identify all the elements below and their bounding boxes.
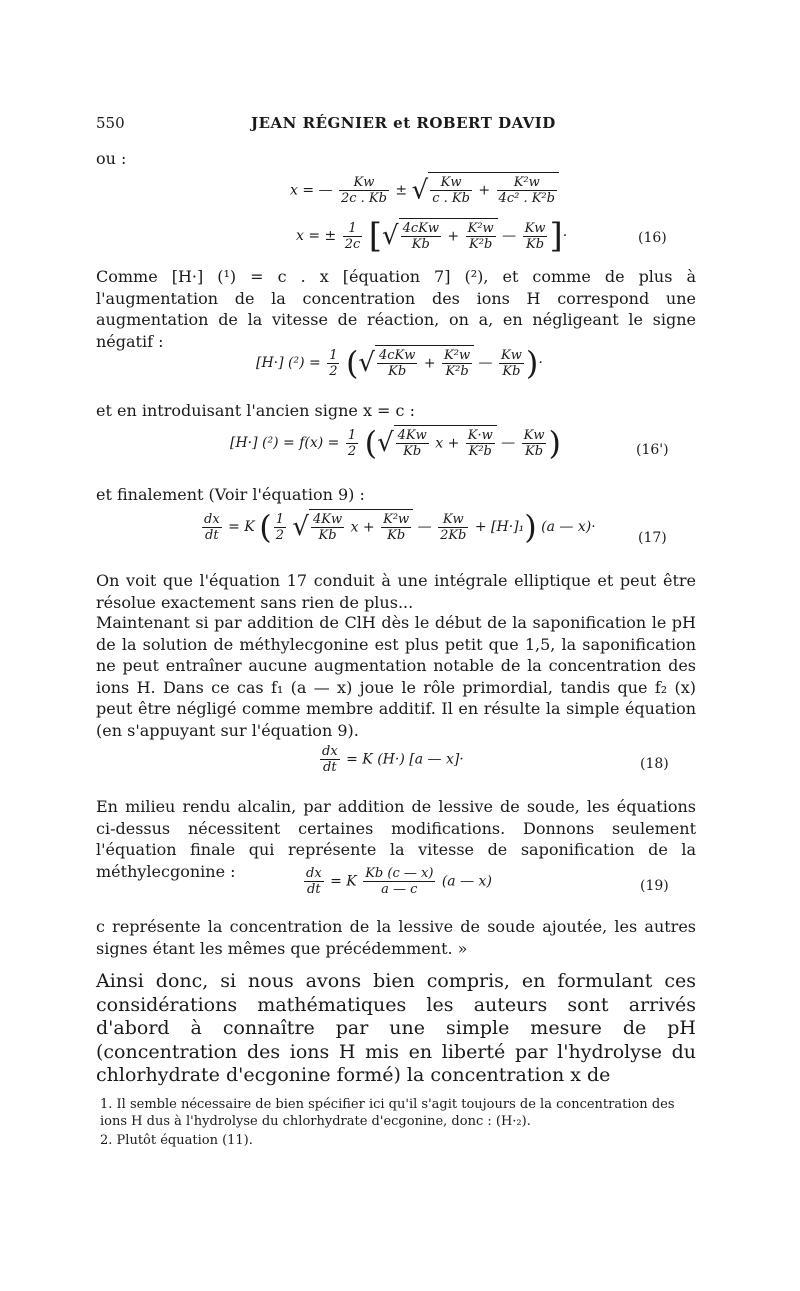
footnote-2: 2. Plutôt équation (11). [100, 1133, 253, 1148]
eq-a-frac-3: $\frac{\text{K²w}}{\text{4c² . K²b}}$ [498, 175, 555, 206]
paragraph-maintenant: Maintenant si par addition de ClH dès le début de la saponification le pH de la solution de méthylecgonine est plus petit que 1,5, la saponification ne peut entraîner aucune augmentation notable de la concentration des ions H. Dans ce cas f₁ (a — x) joue le rôle primordial, tandis que f₂ (x) peut être négligé comme membre additif. Il en résulte la simple équation (en s'appuyant sur l'équation 9). [96, 613, 696, 740]
equation-number-16: (16) [638, 230, 667, 246]
equation-number-16-prime: (16') [636, 442, 669, 458]
equation-16-prime: [H·] (²) = f(x) = $\frac{1}{2}$ (√ $\frac{4Kw}{Kb}$ x + $\frac{K\cdot w}{\text{K²b}}$ — $\frac{Kw}{Kb}$ ) [230, 424, 561, 462]
paragraph-on-voit: On voit que l'équation 17 conduit à une intégrale elliptique et peut être résolue exactement sans rien de plus... [96, 571, 696, 612]
ou-label: ou : [96, 149, 127, 168]
equation-h-ion: [H·] (²) = $\frac{1}{2}$ (√ $\frac{\text{4cKw}}{Kb}$ + $\frac{\text{K²w}}{\text{K²b}}$ — $\frac{Kw}{Kb}$ )· [256, 344, 543, 382]
paragraph-milieu-alcalin: En milieu rendu alcalin, par addition de lessive de soude, les équations ci-dessus nécessitent certaines modifications. Donnons seulement l'équation finale qui représente la vitesse de saponification de la méthylecgonine : [96, 797, 696, 881]
footnote-1: 1. Il semble nécessaire de bien spécifier ici qu'il s'agit toujours de la concentration des ions H dus à l'hydrolyse du chlorhydrate d'ecgonine, donc : (H·₂). [100, 1097, 675, 1130]
eqh-lhs: [H·] (²) = [256, 355, 321, 371]
paragraph-ancien-signe: et en introduisant l'ancien signe x = c : [96, 401, 415, 420]
eq-a-lhs: x = — [290, 182, 333, 199]
equation-number-17: (17) [638, 530, 667, 546]
eq-a-frac-2: $\frac{Kw}{c . Kb}$ [432, 175, 470, 206]
eq16-lhs: x = ± [296, 228, 337, 244]
eq-a-pm: ± [395, 182, 408, 199]
equation-17: $\frac{dx}{dt}$ = K ( $\frac{1}{2}$ √ $\frac{4Kw}{Kb}$ x + $\frac{\text{K²w}}{Kb}$ — $\frac{Kw}{2Kb}$ + [H·]₁) (a — x)· [204, 508, 596, 546]
equation-19: $\frac{dx}{dt}$ = K $\frac{Kb (c — x)}{a — c}$ (a — x) [306, 866, 492, 897]
equation-16: x = ± $\frac{1}{2c}$ [√ $\frac{\text{4cKw}}{Kb}$ + $\frac{\text{K²w}}{\text{K²b}}$ — $\frac{Kw}{Kb}$ ]· [296, 216, 568, 256]
eq-a-frac-1: $\frac{Kw}{2c . Kb}$ [340, 175, 387, 206]
paragraph-finalement: et finalement (Voir l'équation 9) : [96, 485, 365, 504]
eq16p-lhs: [H·] (²) = f(x) = [230, 435, 340, 451]
paragraph-c-represente: c représente la concentration de la lessive de soude ajoutée, les autres signes étant les mêmes que précédemment. » [96, 917, 696, 958]
equation-number-18: (18) [640, 756, 669, 772]
running-head [96, 114, 696, 138]
equation-18: $\frac{dx}{dt}$ = K (H·) [a — x]· [322, 744, 464, 775]
running-title: JEAN RÉGNIER et ROBERT DAVID [251, 114, 556, 132]
paragraph-ainsi-donc: Ainsi donc, si nous avons bien compris, en formulant ces considérations mathématiques les auteurs sont arrivés d'abord à connaître par une simple mesure de pH (concentration des ions H mis en liberté par l'hydrolyse du chlorhydrate d'ecgonine formé) la concentration x de [96, 970, 696, 1087]
paragraph-comme: Comme [H·] (¹) = c . x [équation 7] (²), et comme de plus à l'augmentation de la concentration des ions H correspond une augmentation de la vitesse de réaction, on a, en négligeant le signe négatif : [96, 267, 696, 351]
equation-x-roots: x = — $\frac{Kw}{2c . Kb}$ ± √ $\frac{Kw}{c . Kb}$ + $\frac{\text{K²w}}{\text{4c² . K²b}}$ [290, 172, 559, 206]
equation-number-19: (19) [640, 878, 669, 894]
page-number: 550 [96, 114, 125, 132]
